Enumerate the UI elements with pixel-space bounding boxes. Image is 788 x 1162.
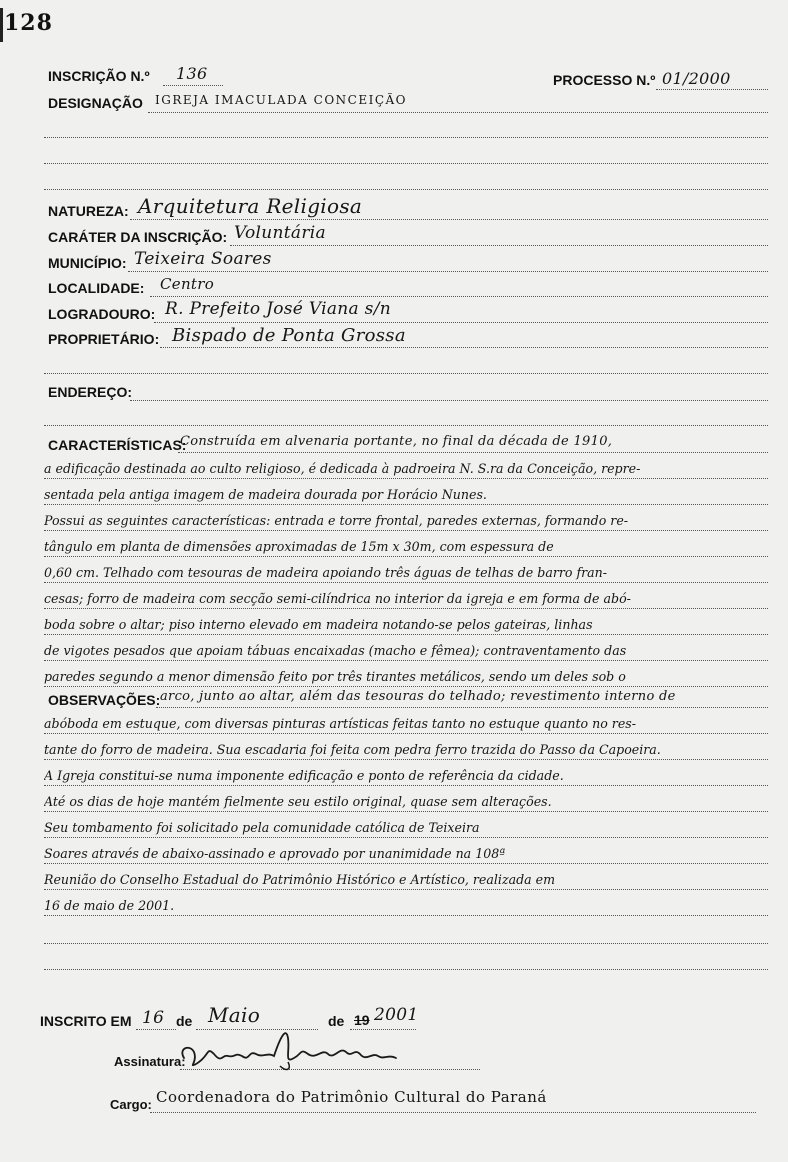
inscricao-value: 136 xyxy=(176,64,208,83)
page-number-bar xyxy=(0,8,3,42)
municipio-value: Teixeira Soares xyxy=(134,249,272,269)
logradouro-label: LOGRADOURO: xyxy=(48,306,156,322)
caracteristicas-rule-0 xyxy=(178,452,768,453)
inscrito-month: Maio xyxy=(208,1003,261,1027)
logradouro-rule xyxy=(154,322,768,323)
cargo-value: Coordenadora do Patrimônio Cultural do Paraná xyxy=(156,1088,547,1106)
observacoes-line: Reunião do Conselho Estadual do Patrimônio Histórico e Artístico, realizada em xyxy=(44,872,556,887)
inscricao-rule xyxy=(163,85,223,86)
designacao-value: IGREJA IMACULADA CONCEIÇÃO xyxy=(155,93,408,107)
localidade-value: Centro xyxy=(160,275,215,293)
inscrito-year-printed-struck: 19 xyxy=(354,1012,370,1028)
caracteristicas-line: a edificação destinada ao culto religioso, é dedicada à padroeira N. S.ra da Conceição, repre- xyxy=(44,461,641,476)
observacoes-rule xyxy=(44,759,768,760)
proprietario-rule xyxy=(160,347,768,348)
caracteristicas-rule xyxy=(44,478,768,479)
caracteristicas-rule xyxy=(44,660,768,661)
assinatura-label: Assinatura: xyxy=(114,1054,186,1069)
caracteristicas-rule xyxy=(44,556,768,557)
localidade-rule xyxy=(150,296,768,297)
observacoes-rule xyxy=(44,863,768,864)
endereco-rule xyxy=(130,400,768,401)
caracteristicas-line: paredes segundo a menor dimensão feito por três tirantes metálicos, sendo um deles sob o xyxy=(44,669,626,684)
caracteristicas-first-line: Construída em alvenaria portante, no final da década de 1910, xyxy=(180,434,613,449)
caracteristicas-rule xyxy=(44,582,768,583)
caracteristicas-rule xyxy=(44,608,768,609)
processo-rule xyxy=(656,89,768,90)
proprietario-blank-rule xyxy=(44,373,768,374)
inscrito-year: 2001 xyxy=(374,1005,419,1025)
processo-value: 01/2000 xyxy=(662,69,731,88)
observacoes-blank-rule-2 xyxy=(44,969,768,970)
observacoes-line: A Igreja constitui-se numa imponente edificação e ponto de referência da cidade. xyxy=(44,768,564,783)
handwritten-signature xyxy=(176,1018,416,1078)
cargo-rule xyxy=(150,1112,756,1113)
inscrito-de-label-2: de xyxy=(328,1013,345,1029)
processo-label: PROCESSO N.º xyxy=(553,72,656,88)
caracteristicas-line: de vigotes pesados que apoiam tábuas encaixadas (macho e fêmea); contraventamento das xyxy=(44,643,627,658)
caracteristicas-line: Possui as seguintes características: entrada e torre frontal, paredes externas, formando re- xyxy=(44,513,629,528)
designacao-blank-rule-3 xyxy=(44,189,768,190)
carater-rule xyxy=(230,245,768,246)
caracteristicas-line: boda sobre o altar; piso interno elevado em madeira notando-se pelos gateiras, linhas xyxy=(44,617,593,632)
observacoes-rule xyxy=(44,811,768,812)
observacoes-line: 16 de maio de 2001. xyxy=(44,898,175,913)
carater-label: CARÁTER DA INSCRIÇÃO: xyxy=(48,229,228,245)
inscrito-de-label-1: de xyxy=(176,1013,193,1029)
observacoes-rule xyxy=(44,785,768,786)
observacoes-first-line: arco, junto ao altar, além das tesouras do telhado; revestimento interno de xyxy=(160,689,676,704)
caracteristicas-line: tângulo em planta de dimensões aproximadas de 15m x 30m, com espessura de xyxy=(44,539,554,554)
designacao-label: DESIGNAÇÃO xyxy=(48,95,143,111)
inscrito-em-label: INSCRITO EM xyxy=(40,1013,132,1029)
logradouro-value: R. Prefeito José Viana s/n xyxy=(165,299,391,319)
observacoes-line: abóboda em estuque, com diversas pinturas artísticas feitas tanto no estuque quanto no res- xyxy=(44,716,636,731)
observacoes-label: OBSERVAÇÕES: xyxy=(48,692,161,708)
inscrito-day-rule xyxy=(136,1029,176,1030)
natureza-rule xyxy=(130,219,768,220)
observacoes-line: Até os dias de hoje mantém fielmente seu estilo original, quase sem alterações. xyxy=(44,794,552,809)
caracteristicas-line: sentada pela antiga imagem de madeira dourada por Horácio Nunes. xyxy=(44,487,487,502)
localidade-label: LOCALIDADE: xyxy=(48,280,145,296)
observacoes-blank-rule-1 xyxy=(44,943,768,944)
designacao-rule xyxy=(148,112,768,113)
inscrito-day: 16 xyxy=(142,1008,165,1028)
caracteristicas-line: 0,60 cm. Telhado com tesouras de madeira apoiando três águas de telhas de barro fran- xyxy=(44,565,608,580)
designacao-blank-rule-2 xyxy=(44,163,768,164)
natureza-value: Arquitetura Religiosa xyxy=(138,194,363,218)
caracteristicas-rule xyxy=(44,686,768,687)
cargo-label: Cargo: xyxy=(110,1097,152,1112)
observacoes-line: Seu tombamento foi solicitado pela comunidade católica de Teixeira xyxy=(44,820,480,835)
inscricao-label: INSCRIÇÃO N.º xyxy=(48,68,150,84)
natureza-label: NATUREZA: xyxy=(48,203,129,219)
carater-value: Voluntária xyxy=(234,223,326,243)
observacoes-rule xyxy=(44,733,768,734)
endereco-blank-rule xyxy=(44,425,768,426)
observacoes-rule xyxy=(44,889,768,890)
proprietario-value: Bispado de Ponta Grossa xyxy=(172,325,406,346)
caracteristicas-rule xyxy=(44,634,768,635)
designacao-blank-rule-1 xyxy=(44,137,768,138)
municipio-rule xyxy=(128,271,768,272)
observacoes-rule xyxy=(44,837,768,838)
observacoes-line: Soares através de abaixo-assinado e aprovado por unanimidade na 108ª xyxy=(44,846,506,861)
observacoes-line: tante do forro de madeira. Sua escadaria foi feita com pedra ferro trazida do Passo da Capoeira. xyxy=(44,742,661,757)
municipio-label: MUNICÍPIO: xyxy=(48,255,127,271)
caracteristicas-rule xyxy=(44,530,768,531)
page-number: 128 xyxy=(4,10,53,36)
caracteristicas-label: CARACTERÍSTICAS: xyxy=(48,437,187,453)
caracteristicas-line: cesas; forro de madeira com secção semi-cilíndrica no interior da igreja e em forma de abó- xyxy=(44,591,631,606)
caracteristicas-rule xyxy=(44,504,768,505)
observacoes-rule xyxy=(44,915,768,916)
endereco-label: ENDEREÇO: xyxy=(48,384,133,400)
observacoes-rule-0 xyxy=(156,707,768,708)
proprietario-label: PROPRIETÁRIO: xyxy=(48,331,160,347)
